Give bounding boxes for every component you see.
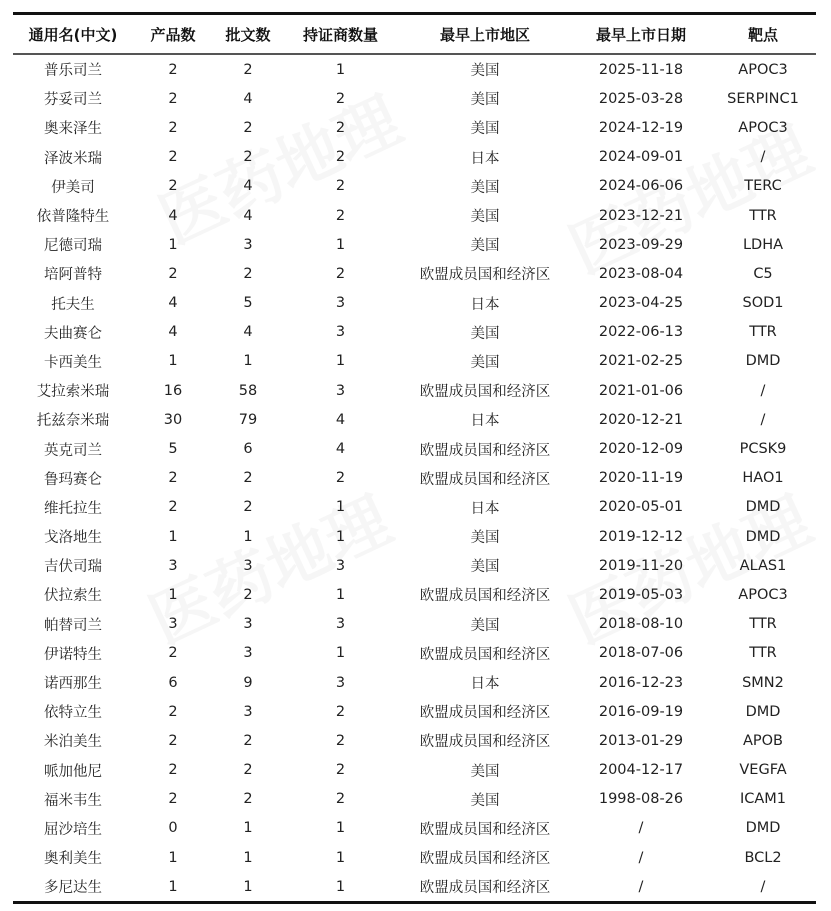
- cell-first-region: 美国: [470, 92, 500, 109]
- cell-first-region: 欧盟成员国和经济区: [419, 267, 551, 284]
- cell-generic-name: 多尼达生: [44, 880, 102, 897]
- cell-holder-count: 3: [335, 674, 346, 691]
- cell-holder-count: 3: [335, 382, 346, 399]
- cell-holder-count: 2: [335, 732, 346, 749]
- cell-approval-count: 58: [238, 382, 258, 399]
- cell-approval-count: 2: [243, 499, 253, 516]
- cell-first-date: 2021-01-06: [598, 382, 684, 399]
- cell-approval-count: 2: [243, 586, 253, 603]
- cell-target: TTR: [749, 324, 777, 341]
- cell-holder-count: 1: [335, 61, 346, 78]
- cell-generic-name: 鲁玛赛仑: [44, 471, 102, 488]
- cell-first-date: 1998-08-26: [598, 791, 684, 808]
- cell-first-region: 欧盟成员国和经济区: [419, 442, 551, 459]
- cell-generic-name: 吉伏司瑞: [44, 559, 102, 576]
- cell-generic-name: 尼德司瑞: [44, 238, 102, 255]
- cell-first-date: 2024-06-06: [598, 178, 684, 195]
- cell-target: /: [760, 411, 766, 428]
- cell-target: DMD: [745, 353, 781, 370]
- cell-product-count: 2: [168, 732, 178, 749]
- cell-holder-count: 1: [335, 353, 346, 370]
- cell-product-count: 0: [168, 820, 178, 837]
- cell-product-count: 1: [168, 849, 178, 866]
- cell-first-region: 美国: [470, 121, 500, 138]
- cell-holder-count: 4: [335, 411, 346, 428]
- cell-approval-count: 4: [243, 207, 253, 224]
- cell-product-count: 2: [168, 470, 178, 487]
- cell-first-region: 日本: [470, 150, 500, 167]
- cell-first-region: 日本: [470, 676, 500, 693]
- cell-first-region: 美国: [470, 763, 500, 780]
- table-row: [13, 785, 816, 814]
- cell-approval-count: 2: [243, 791, 253, 808]
- cell-holder-count: 2: [335, 470, 346, 487]
- cell-approval-count: 5: [243, 295, 253, 312]
- cell-generic-name: 诺西那生: [44, 676, 102, 693]
- cell-approval-count: 1: [243, 878, 253, 895]
- cell-first-region: 美国: [470, 530, 500, 547]
- table-row: [13, 289, 816, 318]
- header-generic-name: 通用名(中文): [28, 25, 118, 44]
- cell-generic-name: 伊美司: [51, 179, 95, 196]
- header-approval-count: 批文数: [225, 25, 271, 44]
- cell-generic-name: 伊诺特生: [44, 646, 102, 663]
- cell-approval-count: 2: [243, 470, 253, 487]
- cell-holder-count: 1: [335, 236, 346, 253]
- cell-first-date: 2024-12-19: [598, 119, 684, 136]
- cell-generic-name: 依普隆特生: [36, 209, 110, 226]
- cell-holder-count: 1: [335, 499, 346, 516]
- cell-first-region: 日本: [470, 500, 500, 517]
- cell-product-count: 2: [168, 762, 178, 779]
- cell-generic-name: 托兹奈米瑞: [36, 413, 110, 430]
- cell-holder-count: 1: [335, 849, 346, 866]
- table-row: [13, 872, 816, 903]
- table-row: [13, 610, 816, 639]
- cell-first-region: 美国: [470, 354, 500, 371]
- cell-holder-count: 3: [335, 616, 346, 633]
- cell-product-count: 1: [168, 236, 178, 253]
- cell-product-count: 5: [168, 441, 178, 458]
- cell-approval-count: 1: [243, 353, 253, 370]
- table-row: [13, 843, 816, 872]
- cell-target: LDHA: [742, 236, 784, 253]
- cell-holder-count: 3: [335, 295, 346, 312]
- cell-target: DMD: [745, 703, 781, 720]
- cell-generic-name: 米泊美生: [44, 734, 102, 751]
- table-row: [13, 84, 816, 113]
- cell-product-count: 2: [168, 90, 178, 107]
- cell-first-region: 日本: [470, 296, 500, 313]
- cell-approval-count: 1: [243, 849, 253, 866]
- cell-holder-count: 2: [335, 791, 346, 808]
- table-row: [13, 697, 816, 726]
- cell-first-region: 欧盟成员国和经济区: [419, 734, 551, 751]
- cell-target: DMD: [745, 528, 781, 545]
- cell-first-region: 美国: [470, 792, 500, 809]
- cell-first-region: 日本: [470, 413, 500, 430]
- cell-generic-name: 维托拉生: [44, 500, 102, 517]
- cell-generic-name: 屈沙培生: [44, 821, 102, 838]
- cell-holder-count: 2: [335, 265, 346, 282]
- cell-target: VEGFA: [739, 762, 787, 779]
- cell-product-count: 2: [168, 703, 178, 720]
- cell-first-date: 2020-05-01: [598, 499, 684, 516]
- table-row: [13, 405, 816, 434]
- cell-first-region: 欧盟成员国和经济区: [419, 471, 551, 488]
- table-row: [13, 230, 816, 259]
- cell-target: APOC3: [738, 586, 788, 603]
- table-row: [13, 551, 816, 580]
- cell-first-date: 2023-04-25: [598, 295, 684, 312]
- cell-holder-count: 3: [335, 324, 346, 341]
- cell-target: C5: [753, 265, 773, 282]
- cell-holder-count: 2: [335, 762, 346, 779]
- cell-generic-name: 哌加他尼: [44, 763, 102, 780]
- cell-product-count: 1: [168, 586, 178, 603]
- table-row: [13, 464, 816, 493]
- table-header-row: [13, 14, 816, 55]
- cell-generic-name: 伏拉索生: [44, 588, 102, 605]
- cell-holder-count: 2: [335, 703, 346, 720]
- cell-generic-name: 戈洛地生: [44, 530, 102, 547]
- cell-approval-count: 2: [243, 762, 253, 779]
- cell-target: SOD1: [742, 295, 784, 312]
- table-row: [13, 318, 816, 347]
- cell-first-date: 2020-12-09: [598, 441, 684, 458]
- cell-generic-name: 英克司兰: [44, 442, 102, 459]
- table-row: [13, 639, 816, 668]
- cell-target: ALAS1: [739, 557, 787, 574]
- cell-product-count: 16: [163, 382, 183, 399]
- cell-target: DMD: [745, 499, 781, 516]
- cell-target: HAO1: [742, 470, 784, 487]
- cell-first-date: 2020-12-21: [598, 411, 684, 428]
- cell-first-date: 2020-11-19: [598, 470, 684, 487]
- cell-first-region: 美国: [470, 209, 500, 226]
- cell-first-date: 2025-11-18: [598, 61, 684, 78]
- cell-target: PCSK9: [739, 441, 787, 458]
- cell-product-count: 1: [168, 528, 178, 545]
- cell-product-count: 2: [168, 61, 178, 78]
- cell-approval-count: 79: [238, 411, 258, 428]
- cell-target: SERPINC1: [727, 90, 799, 107]
- table-row: [13, 259, 816, 288]
- table-row: [13, 143, 816, 172]
- header-holder-count: 持证商数量: [302, 25, 378, 44]
- cell-target: APOC3: [738, 61, 788, 78]
- cell-first-date: 2018-08-10: [598, 616, 684, 633]
- cell-first-region: 美国: [470, 559, 500, 576]
- cell-first-date: 2019-05-03: [598, 586, 684, 603]
- cell-first-region: 欧盟成员国和经济区: [419, 851, 551, 868]
- cell-generic-name: 夫曲赛仑: [44, 325, 102, 342]
- cell-approval-count: 2: [243, 732, 253, 749]
- cell-first-region: 欧盟成员国和经济区: [419, 646, 551, 663]
- table-row: [13, 172, 816, 201]
- header-target: 靶点: [747, 25, 778, 44]
- cell-first-region: 欧盟成员国和经济区: [419, 821, 551, 838]
- cell-target: SMN2: [742, 674, 784, 691]
- cell-holder-count: 1: [335, 820, 346, 837]
- cell-target: APOB: [742, 732, 784, 749]
- cell-product-count: 6: [168, 674, 178, 691]
- table-row: [13, 434, 816, 463]
- cell-target: DMD: [745, 820, 781, 837]
- cell-generic-name: 泽波米瑞: [44, 150, 102, 167]
- table-row: [13, 580, 816, 609]
- cell-holder-count: 4: [335, 441, 346, 458]
- cell-first-region: 欧盟成员国和经济区: [419, 705, 551, 722]
- cell-target: /: [760, 878, 766, 895]
- cell-holder-count: 1: [335, 528, 346, 545]
- cell-holder-count: 2: [335, 207, 346, 224]
- cell-approval-count: 3: [243, 616, 253, 633]
- cell-target: APOC3: [738, 119, 788, 136]
- table-row: [13, 726, 816, 755]
- cell-first-date: 2025-03-28: [598, 90, 684, 107]
- cell-generic-name: 依特立生: [44, 705, 102, 722]
- cell-approval-count: 4: [243, 90, 253, 107]
- cell-approval-count: 2: [243, 265, 253, 282]
- cell-first-date: 2019-12-12: [598, 528, 684, 545]
- cell-product-count: 2: [168, 791, 178, 808]
- cell-target: ICAM1: [739, 791, 787, 808]
- cell-approval-count: 3: [243, 645, 253, 662]
- cell-approval-count: 9: [243, 674, 253, 691]
- cell-first-date: 2004-12-17: [598, 762, 684, 779]
- cell-first-region: 美国: [470, 179, 500, 196]
- cell-product-count: 1: [168, 878, 178, 895]
- cell-product-count: 4: [168, 295, 178, 312]
- cell-target: BCL2: [744, 849, 782, 866]
- cell-generic-name: 奥来泽生: [44, 121, 102, 138]
- table-row: [13, 201, 816, 230]
- cell-product-count: 4: [168, 207, 178, 224]
- cell-holder-count: 1: [335, 878, 346, 895]
- table-row: [13, 814, 816, 843]
- cell-target: TTR: [749, 616, 777, 633]
- cell-first-date: 2016-09-19: [598, 703, 684, 720]
- cell-first-date: 2024-09-01: [598, 149, 684, 166]
- cell-product-count: 2: [168, 499, 178, 516]
- cell-target: TTR: [749, 645, 777, 662]
- cell-holder-count: 2: [335, 90, 346, 107]
- cell-target: TTR: [749, 207, 777, 224]
- cell-first-date: /: [638, 849, 644, 866]
- cell-holder-count: 1: [335, 586, 346, 603]
- cell-holder-count: 2: [335, 119, 346, 136]
- cell-approval-count: 2: [243, 61, 253, 78]
- cell-generic-name: 托夫生: [51, 296, 95, 313]
- cell-generic-name: 培阿普特: [44, 267, 102, 284]
- cell-product-count: 3: [168, 557, 178, 574]
- table-row: [13, 376, 816, 405]
- cell-first-date: 2021-02-25: [598, 353, 684, 370]
- cell-target: TERC: [744, 178, 782, 195]
- cell-first-date: 2023-08-04: [598, 265, 684, 282]
- cell-product-count: 30: [163, 411, 183, 428]
- cell-product-count: 2: [168, 149, 178, 166]
- table-row: [13, 54, 816, 84]
- cell-approval-count: 3: [243, 703, 253, 720]
- cell-first-region: 欧盟成员国和经济区: [419, 384, 551, 401]
- cell-product-count: 2: [168, 119, 178, 136]
- cell-first-date: /: [638, 820, 644, 837]
- cell-approval-count: 1: [243, 820, 253, 837]
- cell-holder-count: 3: [335, 557, 346, 574]
- cell-generic-name: 普乐司兰: [44, 63, 102, 80]
- drug-table: [13, 12, 816, 904]
- header-first-date: 最早上市日期: [595, 25, 686, 44]
- cell-product-count: 4: [168, 324, 178, 341]
- cell-first-region: 欧盟成员国和经济区: [419, 880, 551, 897]
- cell-holder-count: 1: [335, 645, 346, 662]
- cell-generic-name: 卡西美生: [44, 354, 102, 371]
- cell-product-count: 2: [168, 265, 178, 282]
- cell-approval-count: 2: [243, 149, 253, 166]
- cell-approval-count: 4: [243, 178, 253, 195]
- cell-generic-name: 艾拉索米瑞: [36, 384, 110, 401]
- cell-first-date: 2019-11-20: [598, 557, 684, 574]
- cell-first-date: 2023-09-29: [598, 236, 684, 253]
- cell-approval-count: 2: [243, 119, 253, 136]
- cell-approval-count: 1: [243, 528, 253, 545]
- table-row: [13, 668, 816, 697]
- cell-first-date: 2018-07-06: [598, 645, 684, 662]
- table-row: [13, 113, 816, 142]
- cell-approval-count: 3: [243, 236, 253, 253]
- cell-product-count: 2: [168, 178, 178, 195]
- cell-product-count: 3: [168, 616, 178, 633]
- cell-product-count: 2: [168, 645, 178, 662]
- cell-holder-count: 2: [335, 178, 346, 195]
- table-row: [13, 493, 816, 522]
- header-first-region: 最早上市地区: [439, 25, 530, 44]
- cell-approval-count: 6: [243, 441, 253, 458]
- cell-first-region: 美国: [470, 63, 500, 80]
- cell-product-count: 1: [168, 353, 178, 370]
- table-row: [13, 347, 816, 376]
- cell-first-region: 美国: [470, 325, 500, 342]
- cell-holder-count: 2: [335, 149, 346, 166]
- cell-generic-name: 芬妥司兰: [44, 92, 102, 109]
- cell-first-date: /: [638, 878, 644, 895]
- table-row: [13, 756, 816, 785]
- cell-approval-count: 4: [243, 324, 253, 341]
- cell-first-region: 美国: [470, 238, 500, 255]
- cell-target: /: [760, 382, 766, 399]
- cell-first-date: 2013-01-29: [598, 732, 684, 749]
- cell-first-date: 2016-12-23: [598, 674, 684, 691]
- cell-target: /: [760, 149, 766, 166]
- cell-generic-name: 福米韦生: [44, 792, 102, 809]
- header-product-count: 产品数: [150, 25, 196, 44]
- cell-first-region: 欧盟成员国和经济区: [419, 588, 551, 605]
- cell-generic-name: 奥利美生: [44, 851, 102, 868]
- cell-approval-count: 3: [243, 557, 253, 574]
- cell-first-region: 美国: [470, 617, 500, 634]
- cell-first-date: 2022-06-13: [598, 324, 684, 341]
- table-row: [13, 522, 816, 551]
- cell-first-date: 2023-12-21: [598, 207, 684, 224]
- cell-generic-name: 帕替司兰: [44, 617, 102, 634]
